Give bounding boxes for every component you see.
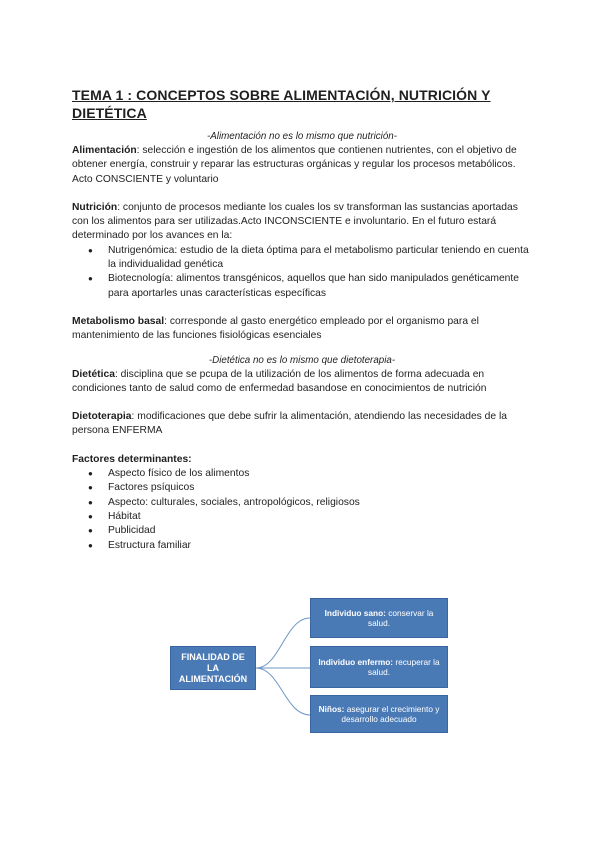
node-ninos-content bbox=[316, 704, 442, 725]
subtitle-dietetica: -Dietética no es lo mismo que dietoterapia- bbox=[208, 354, 396, 366]
nutricion-list bbox=[72, 244, 532, 301]
diagram-main-label: FINALIDAD DE LA ALIMENTACIÓN bbox=[178, 651, 248, 684]
paragraph-nutricion bbox=[72, 201, 532, 244]
term-nutricion: Nutrición bbox=[72, 201, 118, 213]
factores-list bbox=[72, 467, 532, 553]
node-ninos-text: asegurar el crecimiento y desarrollo adecuado bbox=[341, 703, 440, 724]
list-item: ● Estructura familiar bbox=[72, 539, 532, 553]
definition-metabolismo: : corresponde al gasto energético empleado por el organismo para el mantenimiento de las funciones fisiológicas esenciales bbox=[72, 315, 479, 342]
paragraph-metabolismo bbox=[72, 315, 532, 344]
term-dietoterapia: Dietoterapia bbox=[72, 411, 132, 423]
definition-nutricion: : conjunto de procesos mediante los cuales los sv transforman las sustancias aportadas con los alimentos para ser utilizadas.Acto INCONSCIENTE e involuntario. En el futuro estará determinado por los avances en la: bbox=[72, 201, 518, 242]
list-item: ● Biotecnología: alimentos transgénicos, aquellos que han sido manipulados genéticamente para aportarles unas características específicas bbox=[72, 272, 532, 301]
list-item: ● Hábitat bbox=[72, 510, 532, 524]
factores-heading bbox=[72, 453, 532, 467]
term-dietetica: Dietética bbox=[72, 368, 115, 380]
connector-ninos bbox=[256, 668, 310, 715]
term-metabolismo: Metabolismo basal bbox=[72, 315, 165, 327]
diagram-main-node bbox=[170, 646, 256, 690]
node-sano-content bbox=[316, 608, 442, 629]
paragraph-alimentacion bbox=[72, 144, 532, 187]
node-sano-label: Individuo sano: bbox=[324, 607, 386, 618]
list-item: ● Factores psíquicos bbox=[72, 481, 532, 495]
subtitle-alimentacion: -Alimentación no es lo mismo que nutrición- bbox=[206, 131, 398, 142]
connector-sano bbox=[256, 618, 310, 668]
definition-dietetica: : disciplina que se pcupa de la utilización de los alimentos de forma adecuada en condiciones tanto de salud como de enfermedad basandose en conocimientos de nutrición bbox=[72, 368, 487, 394]
list-item: ● Aspecto físico de los alimentos bbox=[72, 467, 532, 481]
page-title: TEMA 1 : CONCEPTOS SOBRE ALIMENTACIÓN, NUTRICIÓN Y DIETÉTICA bbox=[72, 87, 491, 121]
paragraph-dietoterapia bbox=[72, 410, 532, 439]
diagram-node-ninos bbox=[310, 695, 448, 733]
term-alimentacion: Alimentación bbox=[72, 145, 137, 156]
definition-alimentacion: : selección e ingestión de los alimentos que contienen nutrientes, con el objetivo de obtener energía, construir y reparar las estructuras orgánicas y regular los procesos metabólicos. Acto CONSCIENTE y voluntario bbox=[72, 145, 517, 185]
node-enfermo-label: Individuo enfermo: bbox=[318, 656, 394, 667]
paragraph-dietetica bbox=[72, 368, 532, 397]
diagram-node-sano bbox=[310, 598, 448, 638]
node-enfermo-text: recuperar la salud. bbox=[367, 656, 440, 677]
list-item: ● Nutrigenómica: estudio de la dieta óptima para el metabolismo particular teniendo en cuenta la individualidad genética bbox=[72, 244, 532, 273]
factores-heading-text: Factores determinantes: bbox=[72, 453, 192, 465]
node-sano-text: conservar la salud. bbox=[367, 607, 434, 628]
diagram-node-enfermo bbox=[310, 646, 448, 688]
node-ninos-label: Niños: bbox=[318, 703, 345, 714]
list-item: ● Aspecto: culturales, sociales, antropológicos, religiosos bbox=[72, 496, 532, 510]
list-item: ● Publicidad bbox=[72, 524, 532, 538]
document-body bbox=[72, 86, 532, 553]
node-enfermo-content bbox=[316, 657, 442, 678]
definition-dietoterapia: : modificaciones que debe sufrir la alimentación, atendiendo las necesidades de la persona ENFERMA bbox=[72, 411, 508, 437]
